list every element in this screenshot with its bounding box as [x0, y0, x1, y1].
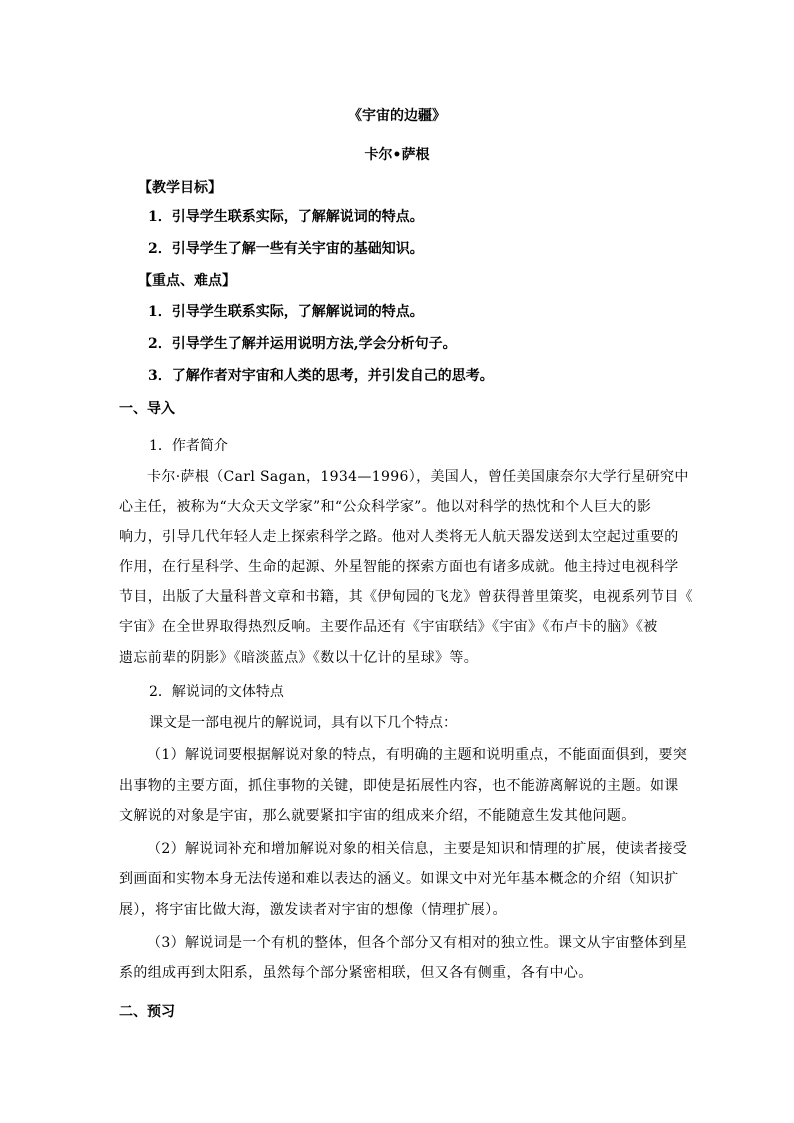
section-heading-preview: 二、预习 — [119, 1004, 175, 1020]
subsection-title: 1．作者简介 — [149, 438, 228, 454]
paragraph-line: 响力，引导几代年轻人走上探索科学之路。他对人类将无人航天器发送到太空起过重要的 — [119, 529, 679, 545]
key-point-item: 3．了解作者对宇宙和人类的思考，并引发自己的思考。 — [148, 368, 494, 384]
key-point-item: 2．引导学生了解并运用说明方法,学会分析句子。 — [148, 336, 457, 352]
paragraph-line: 作用，在行星科学、生命的起源、外星智能的探索方面也有诸多成就。他主持过电视科学 — [119, 559, 679, 575]
key-points-heading: 【重点、难点】 — [138, 273, 236, 289]
key-point-item: 1．引导学生联系实际，了解解说词的特点。 — [148, 304, 424, 320]
paragraph-line: 遗忘前辈的阴影》《暗淡蓝点》《数以十亿计的星球》等。 — [119, 650, 479, 666]
paragraph-line: 节目，出版了大量科普文章和书籍，其《伊甸园的飞龙》曾获得普里策奖，电视系列节目《 — [119, 589, 693, 605]
paragraph-line: 展），将宇宙比做大海，激发读者对宇宙的想像（情理扩展）。 — [119, 902, 507, 918]
document-author: 卡尔•萨根 — [364, 147, 430, 163]
objective-item: 1．引导学生联系实际，了解解说词的特点。 — [148, 209, 424, 225]
paragraph-line: 课文是一部电视片的解说词，具有以下几个特点： — [149, 715, 457, 731]
paragraph-line: 文解说的对象是宇宙，那么就要紧扣宇宙的组成来介绍，不能随意生发其他问题。 — [119, 808, 636, 824]
paragraph-line: （2）解说词补充和增加解说对象的相关信息，主要是知识和情理的扩展，使读者接受 — [147, 841, 688, 857]
paragraph-line: （3）解说词是一个有机的整体，但各个部分又有相对的独立性。课文从宇宙整体到星 — [147, 935, 688, 951]
document-title: 《宇宙的边疆》 — [348, 108, 446, 124]
objective-item: 2．引导学生了解一些有关宇宙的基础知识。 — [148, 241, 424, 257]
paragraph-line: 心主任，被称为“大众天文学家”和“公众科学家”。他以对科学的热忱和个人巨大的影 — [119, 499, 652, 515]
objectives-heading: 【教学目标】 — [138, 180, 222, 196]
paragraph-line: 卡尔·萨根（Carl Sagan，1934—1996），美国人，曾任美国康奈尔大学行星研究中 — [147, 469, 689, 485]
paragraph-line: （1）解说词要根据解说对象的特点，有明确的主题和说明重点，不能面面俱到，要突 — [147, 747, 688, 763]
paragraph-line: 宇宙》在全世界取得热烈反响。主要作品还有《宇宙联结》《宇宙》《布卢卡的脑》《被 — [119, 619, 658, 635]
subsection-title: 2．解说词的文体特点 — [149, 684, 284, 700]
paragraph-line: 出事物的主要方面，抓住事物的关键，即使是拓展性内容，也不能游离解说的主题。如课 — [119, 778, 679, 794]
section-heading-intro: 一、导入 — [119, 401, 175, 417]
paragraph-line: 系的组成再到太阳系，虽然每个部分紧密相联，但又各有侧重，各有中心。 — [119, 965, 593, 981]
paragraph-line: 到画面和实物本身无法传递和难以表达的涵义。如课文中对光年基本概念的介绍（知识扩 — [119, 871, 679, 887]
